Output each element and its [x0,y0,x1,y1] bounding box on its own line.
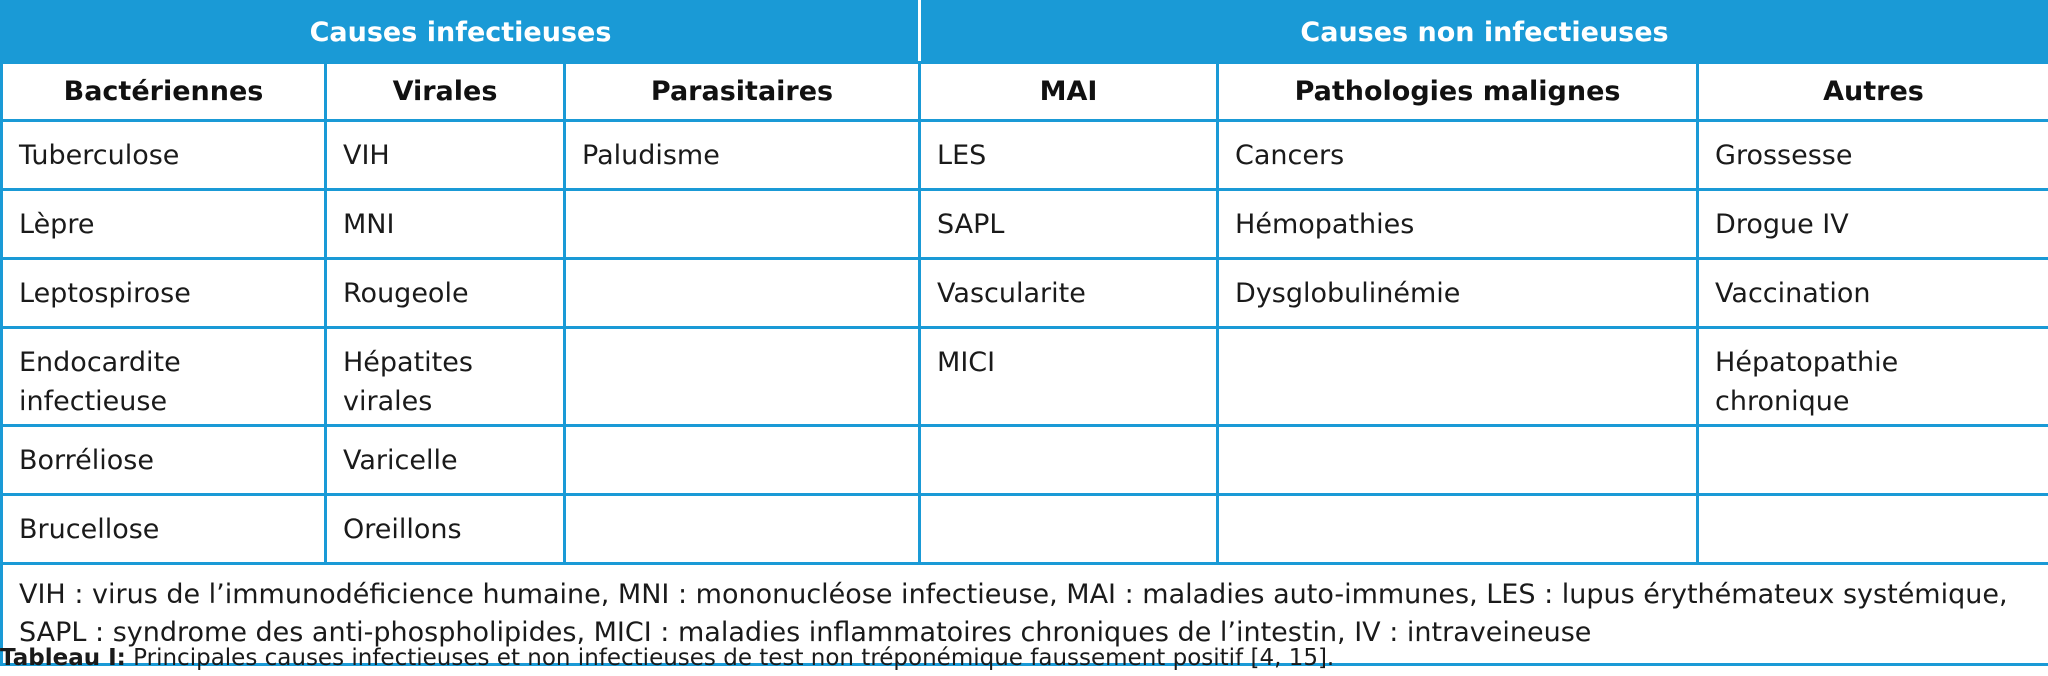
table-cell [1218,426,1698,495]
table-cell: Hépatopathie chronique [1698,328,2048,426]
table-cell: Brucellose [2,495,326,564]
column-header-other: Autres [1698,63,2048,121]
table-cell: Varicelle [326,426,565,495]
table-row [2,426,2048,495]
table-caption [0,645,1334,671]
table-cell: SAPL [920,190,1218,259]
column-header-bacterial: Bactériennes [2,63,326,121]
table-cell [565,328,920,426]
table-cell: Lèpre [2,190,326,259]
column-header-viral: Virales [326,63,565,121]
caption-label: Tableau I: [0,645,126,671]
table-cell: Cancers [1218,121,1698,190]
column-header-row [2,63,2048,121]
table-cell: Grossesse [1698,121,2048,190]
table-cell: Tuberculose [2,121,326,190]
table-cell [1698,495,2048,564]
table-cell: Vascularite [920,259,1218,328]
table-cell: Rougeole [326,259,565,328]
caption-text: Principales causes infectieuses et non infectieuses de test non tréponémique faussement positif [4, 15]. [125,645,1335,671]
table-cell: Borréliose [2,426,326,495]
group-header-row [2,2,2048,63]
table-cell [565,190,920,259]
table-cell [920,426,1218,495]
table-cell: Dysglobulinémie [1218,259,1698,328]
table-row [2,121,2048,190]
table-cell: LES [920,121,1218,190]
table-cell: Paludisme [565,121,920,190]
table-cell: MNI [326,190,565,259]
table-cell [1218,495,1698,564]
table-cell: Endocardite infectieuse [2,328,326,426]
table-cell: Oreillons [326,495,565,564]
table-cell: Leptospirose [2,259,326,328]
table-row [2,328,2048,426]
table-cell: Drogue IV [1698,190,2048,259]
table-cell [920,495,1218,564]
table-row [2,190,2048,259]
table-cell [565,495,920,564]
table-footnote: VIH : virus de l’immunodéficience humaine, MNI : mononucléose infectieuse, MAI : maladies auto-immunes, LES : lupus érythémateux systémique, SAPL : syndrome des anti-phospholipides, MICI : maladies inflammatoires chroniques de l’intestin, IV : intraveineuse [2,564,2048,665]
table-cell: Hépatites virales [326,328,565,426]
group-header-non-infectious: Causes non infectieuses [920,2,2048,63]
table-cell [1698,426,2048,495]
table-cell [565,426,920,495]
group-header-infectious: Causes infectieuses [2,2,920,63]
table-cell: VIH [326,121,565,190]
table-cell: Hémopathies [1218,190,1698,259]
table-cell: MICI [920,328,1218,426]
table-cell [565,259,920,328]
table-cell: Vaccination [1698,259,2048,328]
column-header-parasitic: Parasitaires [565,63,920,121]
column-header-mai: MAI [920,63,1218,121]
table-row [2,259,2048,328]
table-cell [1218,328,1698,426]
table-row [2,495,2048,564]
column-header-malignant: Pathologies malignes [1218,63,1698,121]
